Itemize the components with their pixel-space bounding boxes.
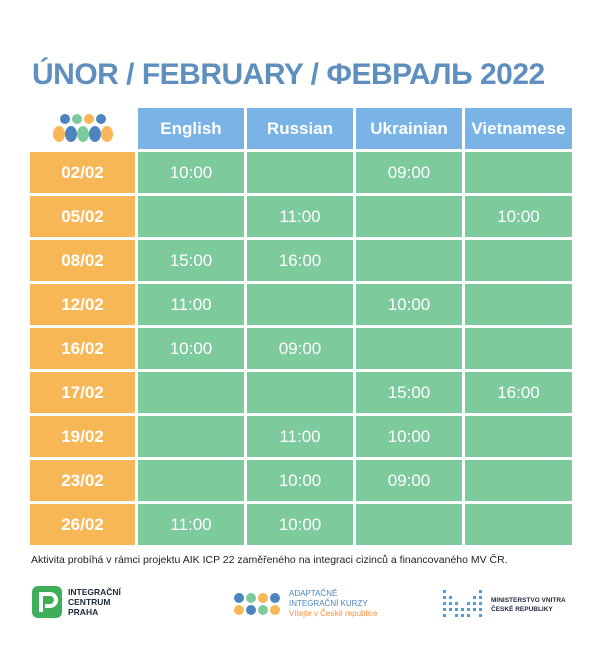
schedule-table bbox=[30, 108, 572, 545]
aik-line1: ADAPTAČNĚ bbox=[289, 589, 338, 598]
time-cell-vietnamese bbox=[465, 284, 572, 325]
time-cell-ukrainian: 15:00 bbox=[356, 372, 462, 413]
time-cell-ukrainian: 10:00 bbox=[356, 416, 462, 457]
column-header-russian: Russian bbox=[247, 108, 353, 149]
aik-logo-icon bbox=[232, 591, 284, 617]
mv-logo-icon bbox=[443, 588, 487, 622]
column-header-ukrainian: Ukrainian bbox=[356, 108, 462, 149]
time-cell-ukrainian: 09:00 bbox=[356, 460, 462, 501]
aik-line2: INTEGRAČNÍ KURZY bbox=[289, 599, 368, 608]
time-cell-vietnamese bbox=[465, 416, 572, 457]
column-header-english: English bbox=[138, 108, 244, 149]
time-cell-russian: 09:00 bbox=[247, 328, 353, 369]
icp-logo-icon bbox=[32, 586, 62, 618]
mv-line1: MINISTERSTVO VNITRA bbox=[491, 597, 566, 604]
time-cell-english bbox=[138, 196, 244, 237]
time-cell-ukrainian: 10:00 bbox=[356, 284, 462, 325]
icp-line2: CENTRUM bbox=[68, 597, 111, 607]
time-cell-russian: 11:00 bbox=[247, 196, 353, 237]
time-cell-vietnamese bbox=[465, 460, 572, 501]
time-cell-english bbox=[138, 372, 244, 413]
time-cell-ukrainian: 09:00 bbox=[356, 152, 462, 193]
date-cell: 16/02 bbox=[30, 328, 135, 369]
time-cell-russian: 10:00 bbox=[247, 460, 353, 501]
column-header-vietnamese: Vietnamese bbox=[465, 108, 572, 149]
date-cell: 08/02 bbox=[30, 240, 135, 281]
time-cell-english: 11:00 bbox=[138, 504, 244, 545]
mv-cr-logo bbox=[443, 588, 566, 622]
date-cell: 12/02 bbox=[30, 284, 135, 325]
time-cell-ukrainian bbox=[356, 196, 462, 237]
date-cell: 19/02 bbox=[30, 416, 135, 457]
time-cell-vietnamese bbox=[465, 328, 572, 369]
time-cell-english bbox=[138, 416, 244, 457]
mv-line2: ČESKÉ REPUBLIKY bbox=[491, 606, 553, 613]
aik-logo bbox=[232, 589, 378, 619]
icp-line3: PRAHA bbox=[68, 607, 99, 617]
icp-line1: INTEGRAČNÍ bbox=[68, 587, 121, 597]
page-title: ÚNOR / FEBRUARY / ФЕВРАЛЬ 2022 bbox=[32, 58, 545, 91]
people-icon bbox=[30, 108, 135, 149]
date-cell: 05/02 bbox=[30, 196, 135, 237]
time-cell-vietnamese bbox=[465, 504, 572, 545]
time-cell-english: 11:00 bbox=[138, 284, 244, 325]
time-cell-english: 10:00 bbox=[138, 152, 244, 193]
time-cell-ukrainian bbox=[356, 504, 462, 545]
date-cell: 02/02 bbox=[30, 152, 135, 193]
time-cell-vietnamese: 16:00 bbox=[465, 372, 572, 413]
time-cell-english bbox=[138, 460, 244, 501]
time-cell-russian bbox=[247, 152, 353, 193]
date-cell: 17/02 bbox=[30, 372, 135, 413]
time-cell-russian: 11:00 bbox=[247, 416, 353, 457]
time-cell-english: 10:00 bbox=[138, 328, 244, 369]
time-cell-vietnamese bbox=[465, 152, 572, 193]
footnote: Aktivita probíhá v rámci projektu AIK ICP 22 zaměřeného na integraci cizinců a financovaného MV ČR. bbox=[31, 554, 508, 566]
time-cell-russian bbox=[247, 284, 353, 325]
time-cell-vietnamese bbox=[465, 240, 572, 281]
date-cell: 26/02 bbox=[30, 504, 135, 545]
time-cell-russian bbox=[247, 372, 353, 413]
time-cell-vietnamese: 10:00 bbox=[465, 196, 572, 237]
aik-line3: Vítejte v České republice bbox=[289, 609, 378, 618]
time-cell-russian: 16:00 bbox=[247, 240, 353, 281]
icp-praha-logo bbox=[32, 586, 121, 618]
time-cell-russian: 10:00 bbox=[247, 504, 353, 545]
time-cell-english: 15:00 bbox=[138, 240, 244, 281]
date-cell: 23/02 bbox=[30, 460, 135, 501]
time-cell-ukrainian bbox=[356, 328, 462, 369]
time-cell-ukrainian bbox=[356, 240, 462, 281]
